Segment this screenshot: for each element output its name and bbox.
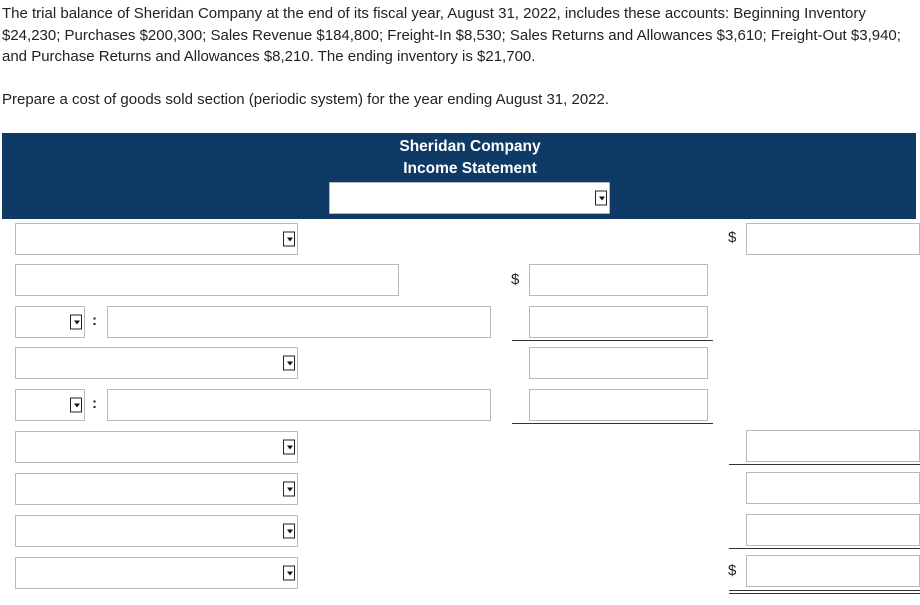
- account-select-6[interactable]: [15, 431, 298, 463]
- currency-symbol: $: [511, 271, 520, 288]
- chevron-down-icon: [70, 315, 82, 330]
- chevron-down-icon: [283, 232, 295, 247]
- account-name-input-2[interactable]: [15, 264, 399, 296]
- amount-input-col3-1[interactable]: [746, 223, 920, 255]
- chevron-down-icon: [283, 440, 295, 455]
- underline-rule: [729, 548, 920, 549]
- amount-input-col3-8[interactable]: [746, 514, 920, 546]
- chevron-down-icon: [70, 398, 82, 413]
- account-name-input-3[interactable]: [107, 306, 491, 338]
- problem-text: The trial balance of Sheridan Company at the end of its fiscal year, August 31, 2022, includes these accounts: Beginning Inventory $24,230; Purchases $200,300; Sales Revenue $184,800; Freight-In $8,530; Sales Returns and Allowances $3,610; Freight-Out $3,940; and Purchase Returns and Allowances $8,210. The ending inventory is $21,700.: [2, 5, 901, 65]
- operator-select-3[interactable]: [15, 306, 85, 338]
- chevron-down-icon: [283, 356, 295, 371]
- account-select-8[interactable]: [15, 515, 298, 547]
- chevron-down-icon: [595, 191, 607, 206]
- account-select-4[interactable]: [15, 347, 298, 379]
- amount-input-col3-6[interactable]: [746, 430, 920, 462]
- underline-rule: [512, 340, 713, 341]
- underline-rule: [729, 464, 920, 465]
- chevron-down-icon: [283, 482, 295, 497]
- account-select-9[interactable]: [15, 557, 298, 589]
- account-select-7[interactable]: [15, 473, 298, 505]
- colon-separator: :: [92, 312, 97, 329]
- period-select[interactable]: [329, 182, 610, 214]
- currency-symbol: $: [728, 229, 737, 246]
- currency-symbol: $: [728, 562, 737, 579]
- amount-input-col2-2[interactable]: [529, 264, 708, 296]
- amount-input-col2-5[interactable]: [529, 389, 708, 421]
- colon-separator: :: [92, 395, 97, 412]
- underline-rule: [512, 423, 713, 424]
- statement-title: Income Statement: [403, 160, 537, 177]
- chevron-down-icon: [283, 524, 295, 539]
- operator-select-5[interactable]: [15, 389, 85, 421]
- account-name-input-5[interactable]: [107, 389, 491, 421]
- account-select-1[interactable]: [15, 223, 298, 255]
- instruction-text: Prepare a cost of goods sold section (periodic system) for the year ending August 31, 2022.: [2, 91, 610, 108]
- amount-input-col2-4[interactable]: [529, 347, 708, 379]
- amount-input-col3-7[interactable]: [746, 472, 920, 504]
- amount-input-col3-9[interactable]: [746, 555, 920, 587]
- amount-input-col2-3[interactable]: [529, 306, 708, 338]
- double-underline-top: [729, 590, 920, 591]
- chevron-down-icon: [283, 566, 295, 581]
- company-name: Sheridan Company: [399, 138, 541, 155]
- double-underline-bottom: [729, 593, 920, 594]
